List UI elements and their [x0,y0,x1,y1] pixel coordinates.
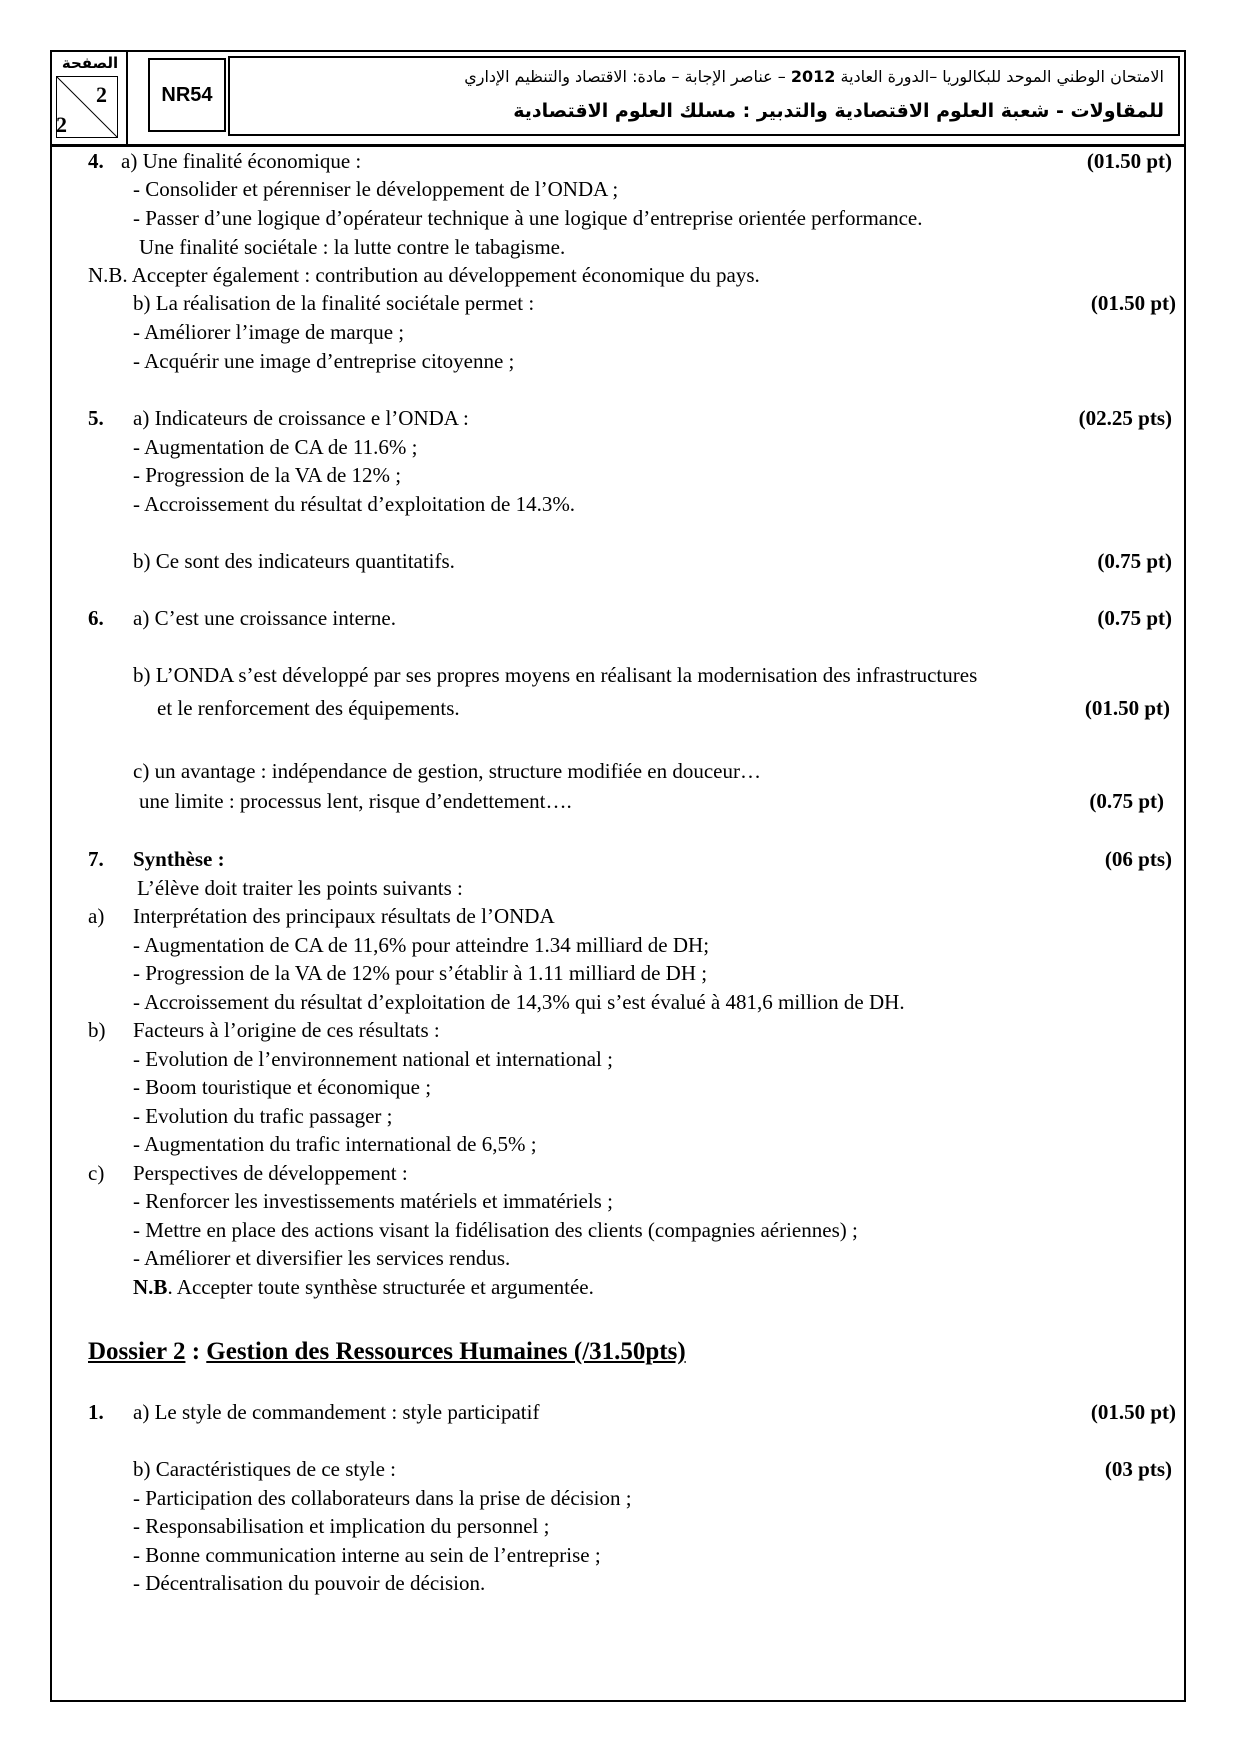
title-part-a: الامتحان الوطني الموحد للبكالوريا –الدورة العادية [840,67,1164,86]
q5-number: 5. [88,406,104,430]
q4-a-item: - Consolider et pérenniser le développement de l’ONDA ; [133,177,619,201]
q7-section-item: - Augmentation du trafic international de 6,5% ; [133,1132,537,1156]
d2q1-b-item: - Décentralisation du pouvoir de décision. [133,1571,486,1595]
d2q1-a-points: (01.50 pt) [1090,1400,1176,1424]
q4-social-goal: Une finalité sociétale : la lutte contre le tabagisme. [139,235,566,259]
title-part-b: – عناصر الإجابة – مادة: الاقتصاد والتنظيم الإداري [464,67,786,86]
dossier-2-sep: : [185,1338,207,1365]
q7-nb-text: . Accepter toute synthèse structurée et argumentée. [167,1275,594,1299]
q7-nb-label: N.B [133,1275,168,1299]
q4-number: 4. [88,149,104,173]
d2q1-b-label: b) Caractéristiques de ce style : [133,1457,396,1481]
q7-section-title: Facteurs à l’origine de ces résultats : [133,1018,440,1042]
q7-intro: L’élève doit traiter les points suivants : [137,876,463,900]
q7-section-letter: c) [88,1161,105,1185]
title-year: 2012 [790,67,836,86]
q7-points: (06 pts) [1104,847,1172,871]
q6-c-points: (0.75 pt) [1089,789,1164,813]
title-line-2: للمقاولات - شعبة العلوم الاقتصادية والتدبير : مسلك العلوم الاقتصادية [513,100,1164,122]
q5-a-label: a) Indicateurs de croissance e l’ONDA : [133,406,469,430]
q5-a-item: - Progression de la VA de 12% ; [133,463,402,487]
q4-b-label: b) La réalisation de la finalité sociétale permet : [133,291,535,315]
q5-b-label: b) Ce sont des indicateurs quantitatifs. [133,549,455,573]
dossier-2-title: Gestion des Ressources Humaines (/31.50pts) [206,1338,686,1365]
q4-a-points: (01.50 pt) [1086,149,1172,173]
q7-section-item: - Evolution du trafic passager ; [133,1104,393,1128]
exam-code: NR54 [148,58,226,132]
d2q1-number: 1. [88,1400,104,1424]
q6-b-line-1: b) L’ONDA s’est développé par ses propres moyens en réalisant la modernisation des infrastructures [133,663,978,687]
dossier-2-heading [88,1336,686,1368]
q4-a-item: - Passer d’une logique d’opérateur technique à une logique d’entreprise orientée performance. [133,206,923,230]
q5-a-points: (02.25 pts) [1078,406,1172,430]
q5-a-item: - Accroissement du résultat d’exploitation de 14.3%. [133,492,576,516]
q4-nb: N.B. Accepter également : contribution au développement économique du pays. [88,263,760,287]
q6-c-line-1: c) un avantage : indépendance de gestion, structure modifiée en douceur… [133,759,762,783]
q7-section-item: - Evolution de l’environnement national et international ; [133,1047,613,1071]
q5-b-points: (0.75 pt) [1097,549,1172,573]
q6-a-label: a) C’est une croissance interne. [133,606,396,630]
page-total: 2 [56,112,67,137]
q7-section-item: - Progression de la VA de 12% pour s’établir à 1.11 milliard de DH ; [133,961,708,985]
q7-section-item: - Augmentation de CA de 11,6% pour atteindre 1.34 milliard de DH; [133,933,710,957]
q7-section-item: - Accroissement du résultat d’exploitation de 14,3% qui s’est évalué à 481,6 million de DH. [133,990,905,1014]
q7-nb [133,1274,594,1300]
d2q1-a-label: a) Le style de commandement : style participatif [133,1400,540,1424]
q7-title: Synthèse : [133,847,225,871]
d2q1-b-item: - Participation des collaborateurs dans la prise de décision ; [133,1486,632,1510]
q4-b-item: - Améliorer l’image de marque ; [133,320,405,344]
q6-number: 6. [88,606,104,630]
q6-c-line-2: une limite : processus lent, risque d’endettement…. [139,789,572,813]
q7-section-item: - Boom touristique et économique ; [133,1075,432,1099]
d2q1-b-item: - Responsabilisation et implication du personnel ; [133,1514,550,1538]
q7-section-letter: a) [88,904,105,928]
q6-b-points: (01.50 pt) [1084,696,1170,720]
q6-a-points: (0.75 pt) [1097,606,1172,630]
q7-section-item: - Renforcer les investissements matériels et immatériels ; [133,1189,613,1213]
q7-section-letter: b) [88,1018,106,1042]
q7-section-item: - Mettre en place des actions visant la fidélisation des clients (compagnies aériennes) ; [133,1218,858,1242]
q7-section-item: - Améliorer et diversifier les services rendus. [133,1246,511,1270]
page-number: 2 [96,82,107,107]
page-label: الصفحة [61,54,119,72]
q7-section-title: Interprétation des principaux résultats de l’ONDA [133,904,555,928]
q4-b-item: - Acquérir une image d’entreprise citoyenne ; [133,349,515,373]
q7-number: 7. [88,847,104,871]
q5-a-item: - Augmentation de CA de 11.6% ; [133,435,418,459]
q4-a-label: a) Une finalité économique : [121,149,362,173]
d2q1-b-points: (03 pts) [1104,1457,1172,1481]
q7-section-title: Perspectives de développement : [133,1161,408,1185]
d2q1-b-item: - Bonne communication interne au sein de l’entreprise ; [133,1543,601,1567]
q6-b-line-2: et le renforcement des équipements. [157,696,460,720]
q4-b-points: (01.50 pt) [1090,291,1176,315]
dossier-2-label: Dossier 2 [88,1338,186,1365]
